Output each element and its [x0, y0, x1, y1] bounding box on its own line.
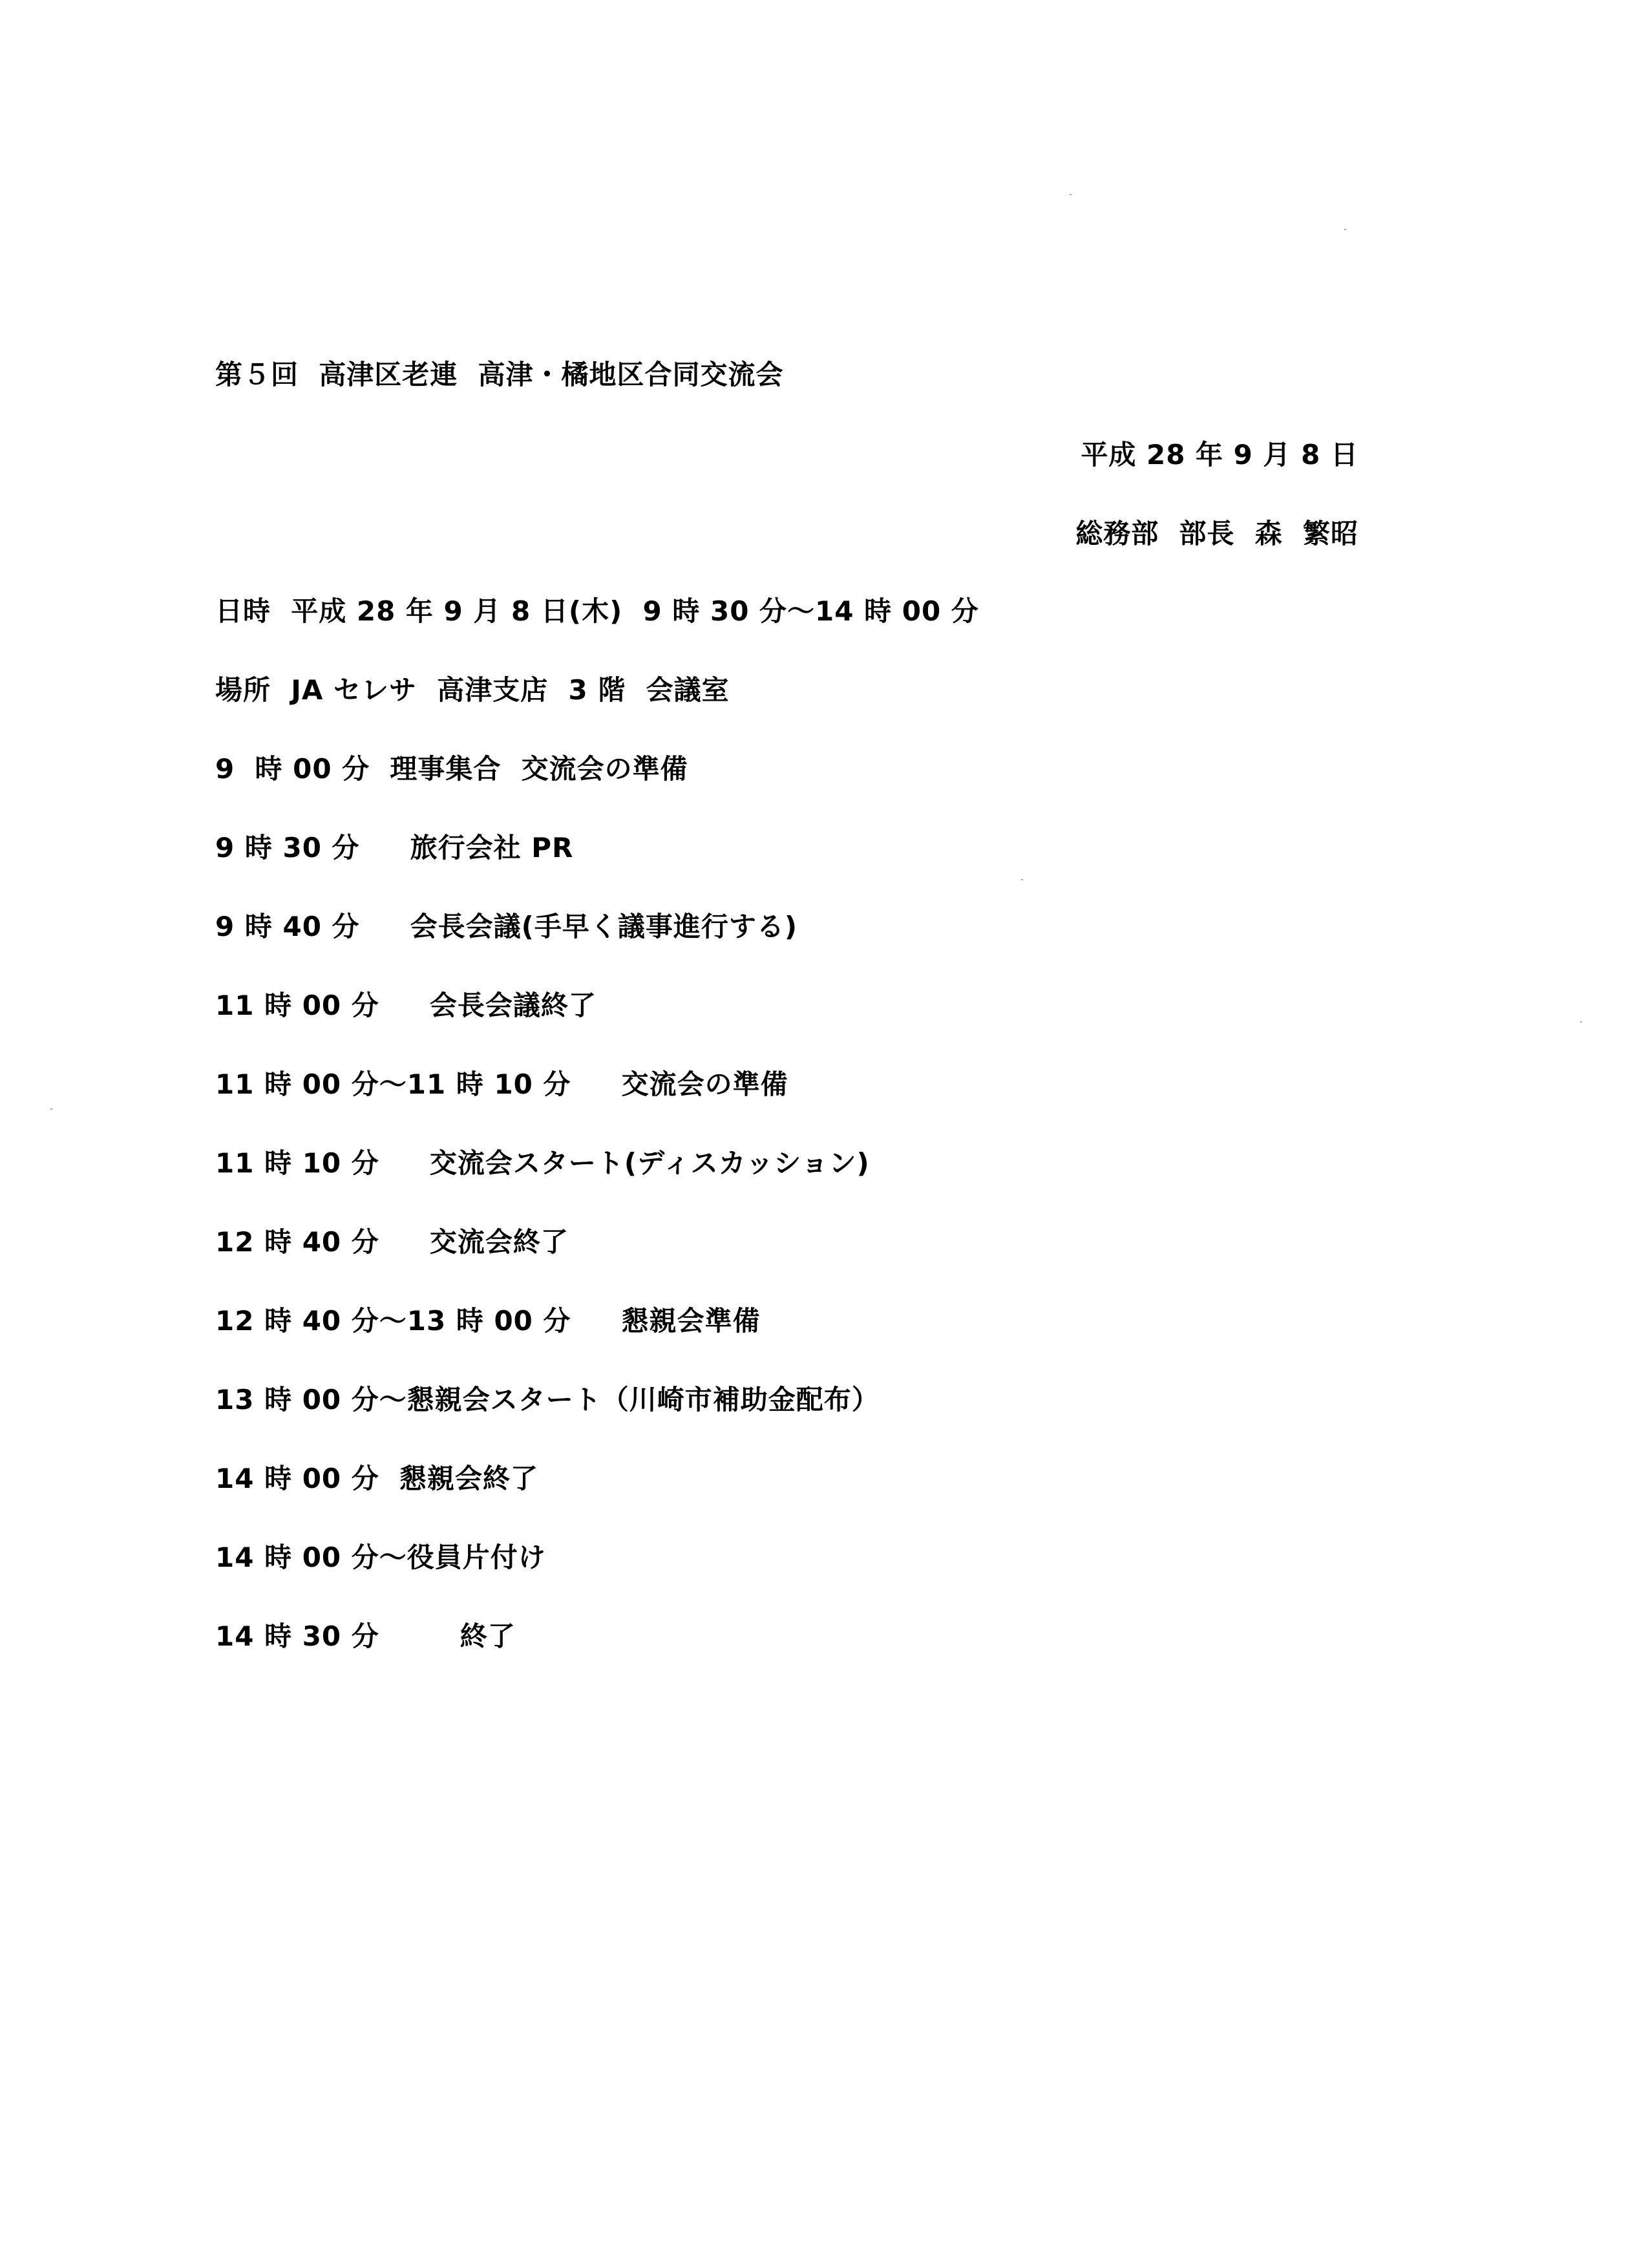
schedule-item: 9 時 00 分 理事集合 交流会の準備	[215, 753, 688, 785]
schedule-item: 11 時 00 分～11 時 10 分 交流会の準備	[215, 1068, 788, 1100]
schedule-item: 9 時 40 分 会長会議(手早く議事進行する)	[215, 911, 798, 942]
schedule-item: 14 時 30 分 終了	[215, 1620, 516, 1652]
schedule-item: 12 時 40 分 交流会終了	[215, 1226, 569, 1258]
document-title: 第５回 高津区老連 高津・橘地区合同交流会	[215, 359, 784, 390]
schedule-item: 14 時 00 分～役員片付け	[215, 1542, 546, 1573]
scan-speck	[1070, 194, 1072, 195]
place-line: 場所 JA セレサ 高津支店 3 階 会議室	[215, 674, 730, 706]
document-author: 総務部 部長 森 繁昭	[1075, 518, 1358, 549]
datetime-line: 日時 平成 28 年 9 月 8 日(木) 9 時 30 分～14 時 00 分	[215, 595, 979, 627]
scan-speck	[1580, 1021, 1582, 1023]
document-date: 平成 28 年 9 月 8 日	[1081, 439, 1358, 471]
schedule-item: 11 時 00 分 会長会議終了	[215, 990, 597, 1021]
scan-speck	[1344, 229, 1346, 230]
schedule-item: 12 時 40 分～13 時 00 分 懇親会準備	[215, 1305, 761, 1337]
schedule-item: 11 時 10 分 交流会スタート(ディスカッション)	[215, 1147, 870, 1179]
schedule-item: 14 時 00 分 懇親会終了	[215, 1463, 539, 1494]
scan-speck	[1021, 879, 1023, 880]
schedule-item: 13 時 00 分～懇親会スタート（川崎市補助金配布）	[215, 1384, 880, 1415]
schedule-item: 9 時 30 分 旅行会社 PR	[215, 832, 574, 864]
scan-speck	[50, 1108, 52, 1110]
